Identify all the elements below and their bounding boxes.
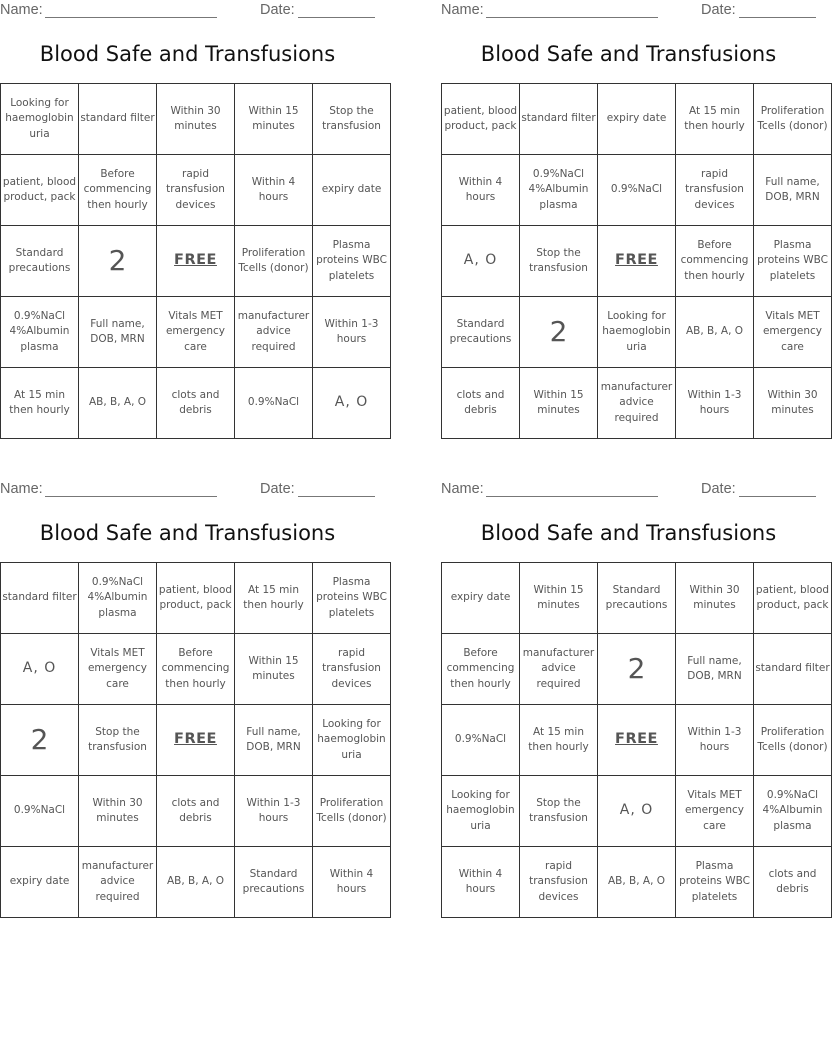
bingo-cell: Stop the transfusion: [520, 226, 598, 297]
bingo-cell: Within 15 minutes: [520, 368, 598, 439]
bingo-cell: rapid transfusion devices: [157, 155, 235, 226]
bingo-cell: Full name, DOB, MRN: [79, 297, 157, 368]
grid-row: [1, 226, 391, 297]
bingo-cell: 2: [598, 634, 676, 705]
bingo-cell: At 15 min then hourly: [520, 705, 598, 776]
free-space-cell: FREE: [598, 705, 676, 776]
bingo-card: [0, 0, 387, 440]
grid-row: [1, 563, 391, 634]
bingo-cell: 0.9%NaCl: [235, 368, 313, 439]
bingo-cell: manufacturer advice required: [235, 297, 313, 368]
bingo-cell: Before commencing then hourly: [79, 155, 157, 226]
bingo-cell: AB, B, A, O: [676, 297, 754, 368]
bingo-cell: At 15 min then hourly: [676, 84, 754, 155]
grid-row: [442, 155, 832, 226]
name-label: Name:: [0, 481, 43, 497]
name-label: Name:: [441, 481, 484, 497]
bingo-cell: Within 4 hours: [442, 155, 520, 226]
bingo-cell: Within 1-3 hours: [235, 776, 313, 847]
bingo-cell: Vitals MET emergency care: [676, 776, 754, 847]
grid-row: [1, 368, 391, 439]
bingo-cell: Full name, DOB, MRN: [754, 155, 832, 226]
bingo-cell: Plasma proteins WBC platelets: [676, 847, 754, 918]
bingo-cell: rapid transfusion devices: [676, 155, 754, 226]
bingo-cell: Within 30 minutes: [676, 563, 754, 634]
bingo-cell: standard filter: [520, 84, 598, 155]
bingo-cell: Within 15 minutes: [235, 84, 313, 155]
bingo-cell: Within 30 minutes: [754, 368, 832, 439]
bingo-cell: Vitals MET emergency care: [79, 634, 157, 705]
name-blank-line: [45, 17, 217, 18]
bingo-cell: A, O: [442, 226, 520, 297]
name-blank-line: [45, 496, 217, 497]
bingo-cell: clots and debris: [157, 368, 235, 439]
grid-row: [1, 297, 391, 368]
bingo-cell: At 15 min then hourly: [235, 563, 313, 634]
grid-row: [1, 84, 391, 155]
bingo-cell: Standard precautions: [598, 563, 676, 634]
bingo-cell: 2: [79, 226, 157, 297]
bingo-cell: manufacturer advice required: [598, 368, 676, 439]
bingo-cell: Within 15 minutes: [235, 634, 313, 705]
bingo-cell: Vitals MET emergency care: [754, 297, 832, 368]
bingo-cell: A, O: [313, 368, 391, 439]
grid-row: [442, 84, 832, 155]
bingo-cell: patient, blood product, pack: [157, 563, 235, 634]
bingo-cell: rapid transfusion devices: [313, 634, 391, 705]
bingo-cell: patient, blood product, pack: [442, 84, 520, 155]
bingo-cell: 0.9%NaCl: [1, 776, 79, 847]
bingo-cell: Proliferation Tcells (donor): [754, 705, 832, 776]
bingo-cell: Standard precautions: [1, 226, 79, 297]
bingo-cell: Plasma proteins WBC platelets: [754, 226, 832, 297]
bingo-grid: [441, 562, 832, 918]
bingo-cell: Proliferation Tcells (donor): [313, 776, 391, 847]
bingo-cell: 0.9%NaCl 4%Albumin plasma: [1, 297, 79, 368]
bingo-cell: clots and debris: [442, 368, 520, 439]
bingo-cell: Standard precautions: [442, 297, 520, 368]
free-space-cell: FREE: [157, 226, 235, 297]
date-blank-line: [298, 496, 375, 497]
bingo-cell: Stop the transfusion: [79, 705, 157, 776]
bingo-cell: clots and debris: [157, 776, 235, 847]
bingo-cell: Within 30 minutes: [157, 84, 235, 155]
bingo-cell: At 15 min then hourly: [1, 368, 79, 439]
bingo-cell: expiry date: [442, 563, 520, 634]
bingo-cell: standard filter: [754, 634, 832, 705]
bingo-cell: Stop the transfusion: [313, 84, 391, 155]
grid-row: [1, 776, 391, 847]
bingo-cell: rapid transfusion devices: [520, 847, 598, 918]
grid-row: [1, 634, 391, 705]
bingo-cell: Standard precautions: [235, 847, 313, 918]
bingo-cell: Looking for haemoglobinuria: [313, 705, 391, 776]
free-space-cell: FREE: [157, 705, 235, 776]
bingo-grid: [0, 83, 391, 439]
bingo-cell: standard filter: [79, 84, 157, 155]
bingo-cell: Within 4 hours: [442, 847, 520, 918]
grid-row: [442, 226, 832, 297]
bingo-cell: Vitals MET emergency care: [157, 297, 235, 368]
date-label: Date:: [701, 481, 736, 497]
bingo-cell: AB, B, A, O: [79, 368, 157, 439]
bingo-cell: Full name, DOB, MRN: [676, 634, 754, 705]
bingo-grid: [0, 562, 391, 918]
bingo-cell: 2: [520, 297, 598, 368]
date-blank-line: [739, 496, 816, 497]
bingo-cell: Stop the transfusion: [520, 776, 598, 847]
bingo-cell: 0.9%NaCl 4%Albumin plasma: [520, 155, 598, 226]
bingo-cell: expiry date: [313, 155, 391, 226]
bingo-cell: AB, B, A, O: [157, 847, 235, 918]
bingo-cell: Within 1-3 hours: [676, 368, 754, 439]
card-header: [0, 481, 375, 499]
grid-row: [1, 705, 391, 776]
bingo-card: [0, 479, 387, 919]
bingo-cell: expiry date: [598, 84, 676, 155]
bingo-cell: Within 1-3 hours: [676, 705, 754, 776]
date-label: Date:: [260, 481, 295, 497]
card-title: Blood Safe and Transfusions: [39, 521, 336, 545]
name-blank-line: [486, 496, 658, 497]
date-label: Date:: [260, 2, 295, 18]
bingo-cell: A, O: [598, 776, 676, 847]
card-header: [441, 481, 816, 499]
free-space-cell: FREE: [598, 226, 676, 297]
grid-row: [442, 705, 832, 776]
bingo-cell: patient, blood product, pack: [754, 563, 832, 634]
bingo-cell: manufacturer advice required: [79, 847, 157, 918]
date-label: Date:: [701, 2, 736, 18]
grid-row: [1, 847, 391, 918]
card-header: [0, 2, 375, 20]
card-title: Blood Safe and Transfusions: [480, 42, 777, 66]
name-label: Name:: [441, 2, 484, 18]
bingo-cell: Within 1-3 hours: [313, 297, 391, 368]
grid-row: [442, 368, 832, 439]
bingo-cell: Full name, DOB, MRN: [235, 705, 313, 776]
bingo-cell: Before commencing then hourly: [442, 634, 520, 705]
bingo-cell: Looking for haemoglobinuria: [1, 84, 79, 155]
bingo-cell: Before commencing then hourly: [157, 634, 235, 705]
grid-row: [442, 634, 832, 705]
bingo-cell: 0.9%NaCl: [598, 155, 676, 226]
bingo-cell: A, O: [1, 634, 79, 705]
bingo-cell: Looking for haemoglobinuria: [598, 297, 676, 368]
bingo-cell: expiry date: [1, 847, 79, 918]
bingo-cell: 0.9%NaCl: [442, 705, 520, 776]
bingo-cell: standard filter: [1, 563, 79, 634]
bingo-card: [441, 479, 830, 919]
bingo-cell: Within 15 minutes: [520, 563, 598, 634]
bingo-cell: Within 4 hours: [235, 155, 313, 226]
grid-row: [1, 155, 391, 226]
name-label: Name:: [0, 2, 43, 18]
bingo-cell: Within 30 minutes: [79, 776, 157, 847]
grid-row: [442, 776, 832, 847]
bingo-cell: manufacturer advice required: [520, 634, 598, 705]
name-blank-line: [486, 17, 658, 18]
date-blank-line: [298, 17, 375, 18]
grid-row: [442, 563, 832, 634]
bingo-grid: [441, 83, 832, 439]
card-title: Blood Safe and Transfusions: [39, 42, 336, 66]
card-header: [441, 2, 816, 20]
bingo-cell: clots and debris: [754, 847, 832, 918]
grid-row: [442, 297, 832, 368]
card-title: Blood Safe and Transfusions: [480, 521, 777, 545]
bingo-cell: Before commencing then hourly: [676, 226, 754, 297]
bingo-cell: patient, blood product, pack: [1, 155, 79, 226]
bingo-cell: Within 4 hours: [313, 847, 391, 918]
date-blank-line: [739, 17, 816, 18]
bingo-cell: 0.9%NaCl 4%Albumin plasma: [79, 563, 157, 634]
bingo-cell: Proliferation Tcells (donor): [235, 226, 313, 297]
bingo-cell: AB, B, A, O: [598, 847, 676, 918]
bingo-cell: Plasma proteins WBC platelets: [313, 226, 391, 297]
grid-row: [442, 847, 832, 918]
bingo-card: [441, 0, 828, 440]
bingo-cell: Looking for haemoglobinuria: [442, 776, 520, 847]
bingo-cell: Plasma proteins WBC platelets: [313, 563, 391, 634]
bingo-cell: Proliferation Tcells (donor): [754, 84, 832, 155]
bingo-cell: 2: [1, 705, 79, 776]
bingo-cell: 0.9%NaCl 4%Albumin plasma: [754, 776, 832, 847]
